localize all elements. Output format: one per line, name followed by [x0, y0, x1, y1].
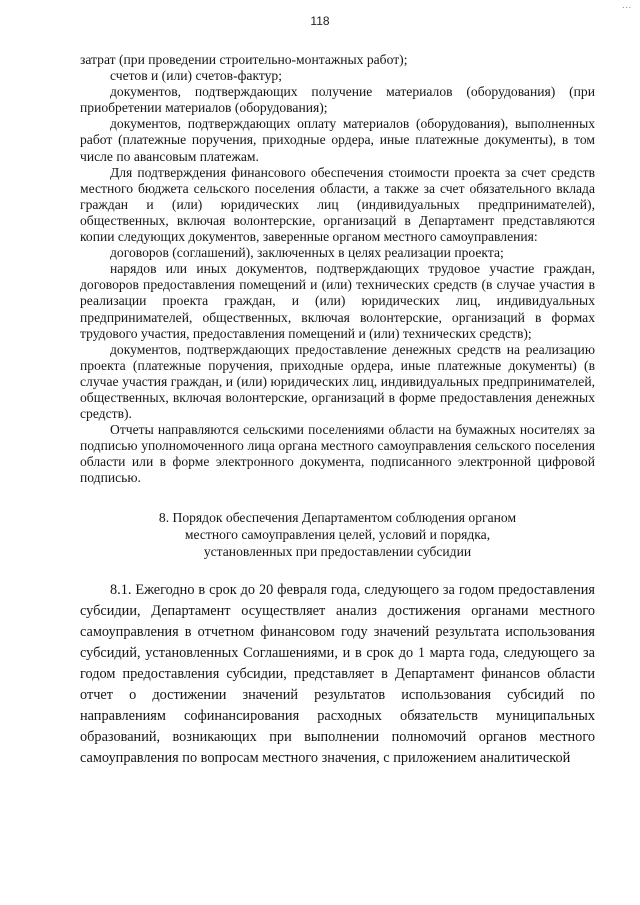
section-paragraph: 8.1. Ежегодно в срок до 20 февраля года, следующего за годом предоставления субсидии, Департамент осуществляет анализ достижения органами местного самоуправления в отчетном финансовом году значений результата использования субсидий, установленных Соглашениями, и в срок до 1 марта года, следующего за годом предоставления субсидии, представляет в Департамент финансов области отчет о достижении значений результатов использования субсидий по направлениям софинансирования расходных обязательств муниципальных образований, возникающих при выполнении полномочий органов местного самоуправления по вопросам местного значения, с приложением аналитической — [80, 581, 595, 767]
paragraph: документов, подтверждающих предоставление денежных средств на реализацию проекта (платежные поручения, приходные ордера, иные платежные документы) (в случае участия граждан, и (или) юридических лиц, индивидуальных предпринимателей, общественных, включая волонтерские, организаций в форме предоставления денежных средств). — [80, 341, 595, 422]
paragraph: нарядов или иных документов, подтверждающих трудовое участие граждан, договоров предоставления помещений и (или) технических средств (в случае участия в реализации проекта граждан, и (или) юридических лиц, индивидуальных предпринимателей, общественных, включая волонтерские, организаций в формах трудового участия, предоставления помещений и (или) технических средств); — [80, 261, 595, 341]
section-heading-line: установленных при предоставлении субсидии — [203, 543, 472, 559]
upper-section — [80, 52, 595, 487]
paragraph: Для подтверждения финансового обеспечения стоимости проекта за счет средств местного бюджета сельского поселения области, а также за счет обязательного вклада граждан и (или) юридических лиц (индивидуальных предпринимателей), общественных, включая волонтерские, организаций в Департамент представляются копии следующих документов, заверенные органом местного самоуправления: — [80, 164, 595, 245]
section-heading — [80, 509, 595, 560]
paragraph: затрат (при проведении строительно-монтажных работ); — [80, 52, 408, 67]
paragraph: документов, подтверждающих получение материалов (оборудования) (при приобретении материалов (оборудования); — [80, 84, 595, 116]
section-heading-line: 8. Порядок обеспечения Департаментом соблюдения органом — [158, 509, 517, 525]
lower-section — [80, 580, 595, 770]
paragraph: счетов и (или) счетов-фактур; — [110, 68, 282, 84]
paragraph: Отчеты направляются сельскими поселениями области на бумажных носителях за подписью уполномоченного лица органа местного самоуправления сельского поселения области или в форме электронного документа, подписанного электронной цифровой подписью. — [80, 422, 595, 486]
section-heading-line: местного самоуправления целей, условий и порядка, — [184, 526, 491, 542]
page-number: 118 — [310, 14, 330, 28]
paragraph: договоров (соглашений), заключенных в целях реализации проекта; — [110, 245, 504, 261]
paragraph: документов, подтверждающих оплату материалов (оборудования), выполненных работ (платежные поручения, приходные ордера, иные платежные документы), в том числе по авансовым платежам. — [80, 116, 595, 164]
corner-mark: ... — [622, 0, 632, 10]
document-body — [80, 52, 595, 769]
